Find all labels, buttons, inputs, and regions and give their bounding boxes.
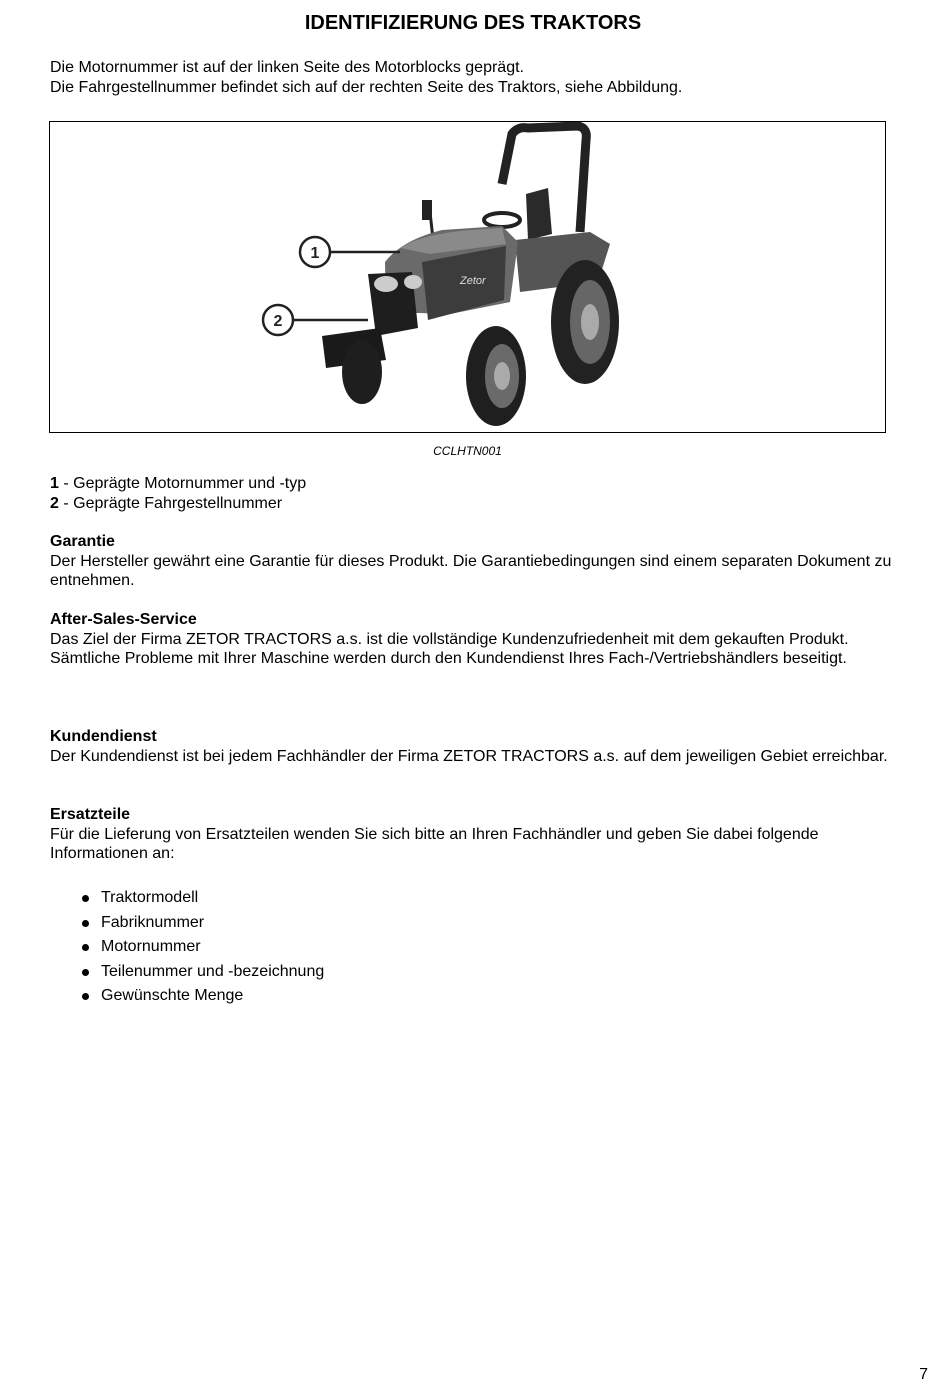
list-item: Teilenummer und -bezeichnung: [50, 960, 324, 985]
heading-service: After-Sales-Service: [50, 611, 197, 628]
legend-number-1: 1: [50, 475, 59, 492]
legend-text-1: - Geprägte Motornummer und -typ: [58, 475, 307, 492]
heading-kundendienst: Kundendienst: [50, 728, 157, 745]
text-service-2: Sämtliche Probleme mit Ihrer Maschine werden durch den Kundendienst Ihres Fach-/Vertriebshändlers beseitigt.: [50, 650, 847, 667]
text-service-1: Das Ziel der Firma ZETOR TRACTORS a.s. ist die vollständige Kundenzufriedenheit mit dem gekauften Produkt.: [50, 630, 849, 648]
legend-text-2: - Geprägte Fahrgestellnummer: [58, 494, 283, 512]
list-item: Fabriknummer: [50, 911, 324, 936]
intro-line-1: Die Motornummer ist auf der linken Seite des Motorblocks geprägt.: [50, 59, 524, 76]
callout-1-label: 1: [310, 245, 320, 262]
section-kundendienst: [50, 727, 900, 766]
page-number: 7: [919, 1366, 928, 1383]
section-garantie: [50, 532, 900, 591]
list-item: Motornummer: [50, 935, 324, 960]
list-item: Gewünschte Menge: [50, 984, 324, 1009]
svg-text:Zetor: Zetor: [460, 275, 486, 287]
callout-2-label: 2: [273, 313, 283, 330]
list-item: Traktormodell: [50, 886, 324, 911]
tractor-figure: [49, 121, 886, 433]
section-service: [50, 610, 900, 669]
figure-caption: CCLHTN001: [433, 444, 502, 458]
parts-info-list: [50, 886, 324, 1009]
page-title: IDENTIFIZIERUNG DES TRAKTORS: [304, 12, 642, 34]
tractor-illustration: [50, 122, 887, 434]
section-ersatzteile: [50, 805, 900, 864]
heading-garantie: Garantie: [50, 533, 115, 550]
text-ersatzteile: Für die Lieferung von Ersatzteilen wenden Sie sich bitte an Ihren Fachhändler und geben Sie dabei folgende Informationen an:: [50, 825, 819, 862]
legend-number-2: 2: [50, 494, 59, 512]
legend: [50, 474, 900, 513]
heading-ersatzteile: Ersatzteile: [50, 806, 131, 823]
text-garantie: Der Hersteller gewährt eine Garantie für dieses Produkt. Die Garantiebedingungen sind einem separaten Dokument zu entnehmen.: [50, 552, 892, 589]
text-kundendienst: Der Kundendienst ist bei jedem Fachhändler der Firma ZETOR TRACTORS a.s. auf dem jeweiligen Gebiet erreichbar.: [50, 747, 888, 765]
intro-line-2: Die Fahrgestellnummer befindet sich auf der rechten Seite des Traktors, siehe Abbildung.: [50, 78, 683, 96]
intro-text: [50, 58, 900, 97]
